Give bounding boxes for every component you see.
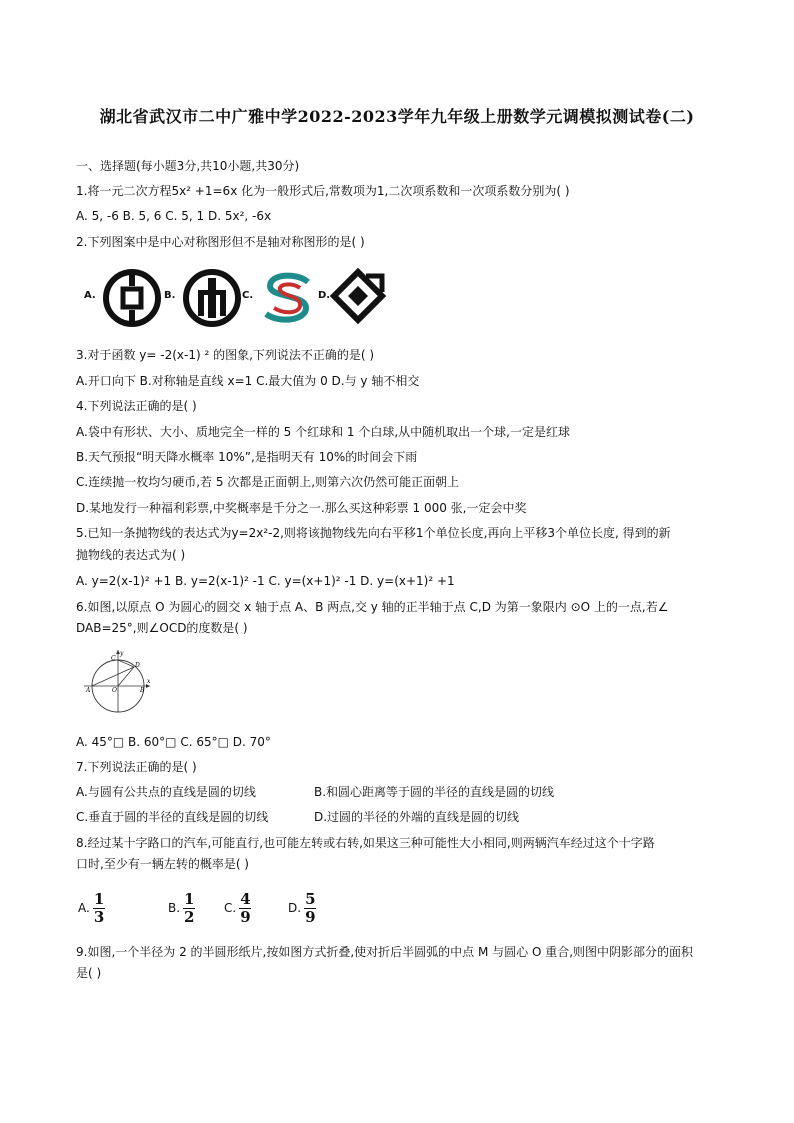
question-8-stem-line2: 口时,至少有一辆左转的概率是( ) xyxy=(76,857,249,871)
question-2-figures xyxy=(84,268,424,328)
fig-label-b: B xyxy=(140,687,145,694)
fig-label-o: O xyxy=(112,687,117,694)
question-7-option-d: D.过圆的半径的外端的直线是圆的切线 xyxy=(314,810,520,824)
question-6-stem-line1: 6.如图,以原点 O 为圆心的圆交 x 轴于点 A、B 两点,交 y 轴的正半轴于点 C,D 为第一象限内 ⊙O 上的一点,若∠ xyxy=(76,600,669,614)
question-6-stem-line2: DAB=25°,则∠OCD的度数是( ) xyxy=(76,621,248,635)
question-8-stem-line1: 8.经过某十字路口的汽车,可能直行,也可能左转或右转,如果这三种可能性大小相同,则两辆汽车经过这个十字路 xyxy=(76,836,655,850)
option-label: C. xyxy=(224,901,237,915)
coin-logo-icon xyxy=(102,268,162,328)
question-8-option-b xyxy=(168,886,196,930)
question-8-option-c xyxy=(224,886,253,930)
fraction xyxy=(303,891,317,926)
question-4-option-b: B.天气预报“明天降水概率 10%”,是指明天有 10%的时间会下雨 xyxy=(76,450,418,464)
bank-emblem-icon xyxy=(182,268,242,328)
option-c-label: C. xyxy=(242,290,254,301)
option-a-label: A. xyxy=(84,290,96,301)
option-label: D. xyxy=(288,901,302,915)
numerator: 5 xyxy=(305,889,316,908)
question-7-options-row2 xyxy=(76,809,726,825)
fig-label-a: A xyxy=(86,687,91,694)
question-4-option-a: A.袋中有形状、大小、质地完全一样的 5 个红球和 1 个白球,从中随机取出一个球,一定是红球 xyxy=(76,425,570,439)
numerator: 4 xyxy=(240,889,251,908)
fig-label-c: C xyxy=(111,655,116,662)
option-label: A. xyxy=(78,901,90,915)
question-1-stem: 1.将一元二次方程5x² +1=6x 化为一般形式后,常数项为1,二次项系数和一次项系数分别为( ) xyxy=(76,184,570,198)
fig-label-x: x xyxy=(147,678,151,685)
numerator: 1 xyxy=(93,889,105,908)
option-label: B. xyxy=(168,901,181,915)
question-2-stem: 2.下列图案中是中心对称图形但不是轴对称图形的是( ) xyxy=(76,235,365,249)
fig-label-d: D xyxy=(135,662,140,669)
fraction xyxy=(238,891,252,926)
question-8-option-a xyxy=(78,886,106,930)
double-s-logo-icon xyxy=(256,268,320,328)
question-7-options-row1 xyxy=(76,784,726,800)
question-7-stem: 7.下列说法正确的是( ) xyxy=(76,760,197,774)
option-d-label: D. xyxy=(318,290,331,301)
circle-figure xyxy=(82,648,154,714)
question-7-option-a: A.与圆有公共点的直线是圆的切线 xyxy=(76,785,256,799)
question-9-stem-line2: 是( ) xyxy=(76,966,102,980)
question-5-stem-line2: 抛物线的表达式为( ) xyxy=(76,548,186,562)
question-4-stem: 4.下列说法正确的是( ) xyxy=(76,399,197,413)
fraction xyxy=(182,891,196,926)
question-9-stem-line1: 9.如图,一个半径为 2 的半圆形纸片,按如图方式折叠,使对折后半圆弧的中点 M 与圆心 O 重合,则图中阴影部分的面积 xyxy=(76,945,694,959)
diamond-arrow-logo-icon xyxy=(330,268,386,328)
denominator: 2 xyxy=(184,907,195,926)
question-7-option-b: B.和圆心距离等于圆的半径的直线是圆的切线 xyxy=(314,785,555,799)
question-3-options: A.开口向下 B.对称轴是直线 x=1 C.最大值为 0 D.与 y 轴不相交 xyxy=(76,374,420,388)
question-3-stem: 3.对于函数 y= -2(x-1) ² 的图象,下列说法不正确的是( ) xyxy=(76,348,375,362)
denominator: 3 xyxy=(93,907,105,926)
question-4-option-c: C.连续抛一枚均匀硬币,若 5 次都是正面朝上,则第六次仍然可能正面朝上 xyxy=(76,475,460,489)
numerator: 1 xyxy=(184,889,195,908)
option-b-label: B. xyxy=(164,290,176,301)
question-1-options: A. 5, -6 B. 5, 6 C. 5, 1 D. 5x², -6x xyxy=(76,209,272,223)
question-5-stem-line1: 5.已知一条抛物线的表达式为y=2x²-2,则将该抛物线先向右平移1个单位长度,再向上平移3个单位长度, 得到的新 xyxy=(76,526,671,540)
question-4-option-d: D.某地发行一种福利彩票,中奖概率是千分之一.那么买这种彩票 1 000 张,一定会中奖 xyxy=(76,501,527,515)
question-8-option-d xyxy=(288,886,318,930)
page-title: 湖北省武汉市二中广雅中学2022-2023学年九年级上册数学元调模拟测试卷(二) xyxy=(99,107,695,126)
denominator: 9 xyxy=(240,907,251,926)
question-5-options: A. y=2(x-1)² +1 B. y=2(x-1)² -1 C. y=(x+1)² -1 D. y=(x+1)² +1 xyxy=(76,574,455,588)
question-8-options xyxy=(78,886,378,930)
section-heading: 一、选择题(每小题3分,共10小题,共30分) xyxy=(76,159,300,173)
question-7-option-c: C.垂直于圆的半径的直线是圆的切线 xyxy=(76,810,269,824)
denominator: 9 xyxy=(305,907,316,926)
fraction xyxy=(92,891,106,926)
question-6-options: A. 45°□ B. 60°□ C. 65°□ D. 70° xyxy=(76,735,271,749)
fig-label-y: y xyxy=(120,650,124,657)
